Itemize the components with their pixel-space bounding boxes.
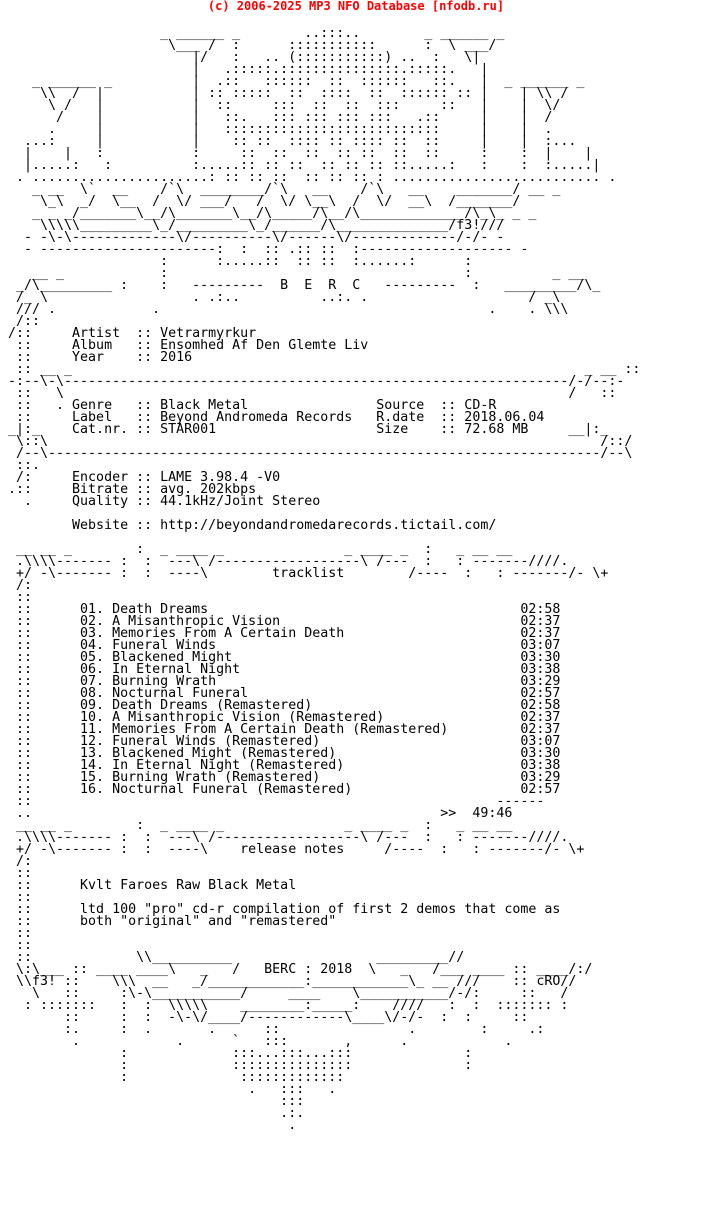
nfo-ascii-document: _ ______ _ ..:::.. _ ______ _ \___ / : ::::::::::: : \ ___/ |/ : .. (:::::::::::) .. : \| | .:::::.:::::::::::::::.:::::. | _ ______ _ | .:: :::::: :: :::::: ::. | _ ______ _ \\ / | | :: ::::: :: :::: :: :::::: :: | | \\ / \ / | | :: ::: :: :: ::: :: | | \/ / | | ::. ::: ::: ::: ::: .:: | | / . | | ::::::::::::::::::::::::::: | | . ...: | | :: :: :::: :: :::: :: :: | | :... | | : : :: :: :: :: :: :: :: : : | | |.....: : :.....:: :: :: :: :: :: ::.....: : : :.....| . ......................: :: :: :: :: :: :: : .......................... . _ __ \` __ /`\ ________/`\ __ /`\ __ _______/ __ _ \_\ _/ \__ / \/ ___/ / \/ \__\ / \/ __\ /_______/ _ _ _/_______\__/\_______\__/\_____/\__/\_____________/\_\_ _ _ \\\\\_________\_/_________\_/______/\______________/f3!/// - -\-\-------------\/----------\/------\/-------------/-/- - - ----------------------: : :: .:: :: :------------------- - : :.....:: :: :: :......: : __ _ : : _ __ _/\_________ : : --------- B E R C --------- : _________/\_ /_ \ . .:.. ..:. . / _\ /// . . . . \\\ /:: /:: Artist :: Vetrarmyrkur :: Album :: Ensomhed Af Den Glemte Liv :: Year :: 2016 :: __ _ _ __ :: -:--\-\---------------------------------------------------------------/-/--:- :: \ / :: :: . Genre :: Black Metal Source :: CD-R :: Label :: Beyond Andromeda Records R.date :: 2018.06.04 _|:_ Cat.nr. :: STAR001 Size :: 72.68 MB __|:_ \::\ /::/ /--\---------------------------------------------------------------------/--\ ::. /: Encoder :: LAME 3.98.4 -V0 .:: Bitrate :: avg. 202kbps . Quality :: 44.1kHz/Joint Stereo Website :: http://beyondandromedarecords.tictail.com/ __ __ _ : _ ____ _ _ ____ _ : _ __ __ .\\\\------- : : ---\ /------------------\ /--- : : -------////. +/ -\------- : : ----\ tracklist /---- : : -------/- \+ /: :: :: 01. Death Dreams 02:58 :: 02. A Misanthropic Vision 02:37 :: 03. Memories From A Certain Death 02:37 :: 04. Funeral Winds 03:07 :: 05. Blackened Might 03:30 :: 06. In Eternal Night 03:38 :: 07. Burning Wrath 03:29 :: 08. Nocturnal Funeral 02:57 :: 09. Death Dreams (Remastered) 02:58 :: 10. A Misanthropic Vision (Remastered) 02:37 :: 11. Memories From A Certain Death (Remastered) 02:37 :: 12. Funeral Winds (Remastered) 03:07 :: 13. Blackened Might (Remastered) 03:30 :: 14. In Eternal Night (Remastered) 03:38 :: 15. Burning Wrath (Remastered) 03:29 :: 16. Nocturnal Funeral (Remastered) 02:57 :: ------ .. >> 49:46 __ __ _ : _ ____ _ _ ____ _ : _ __ __ .\\\\------- : : ---\ /------------------\ /--- : : -------////. +/ -\------- : : ----\ release notes /---- : : -------/- \+ /: :: :: Kvlt Faroes Raw Black Metal :: :: ltd 100 "pro" cd-r compilation of first 2 demos that come as :: both "original" and "remastered" :: :: :: \\__________ _________// \:\___ :: ____ ____\ _ / BERC : 2018 \ _ /___ ____ :: ____/:/ \\f3! :: \\\ __ _/____________:____________\_ __ /// :: cRO// \ :: :\-\___________/ ____ \___________/-/: :: / : ::::::: : : \\\\\ ________:_____: //// : : ::::::: : :: : : -\-\/____/------------\____\/-/- : : :: :. : . . :: . : .: . . ` ::: , . . : :::...:::...::: : : ::::::::::::::: : : ::::::::::::: . ::: . ::: .:. . [8, 26, 641, 1133]
nfodb-header: (c) 2006-2025 MP3 NFO Database [nfodb.ru] [207, 0, 505, 13]
